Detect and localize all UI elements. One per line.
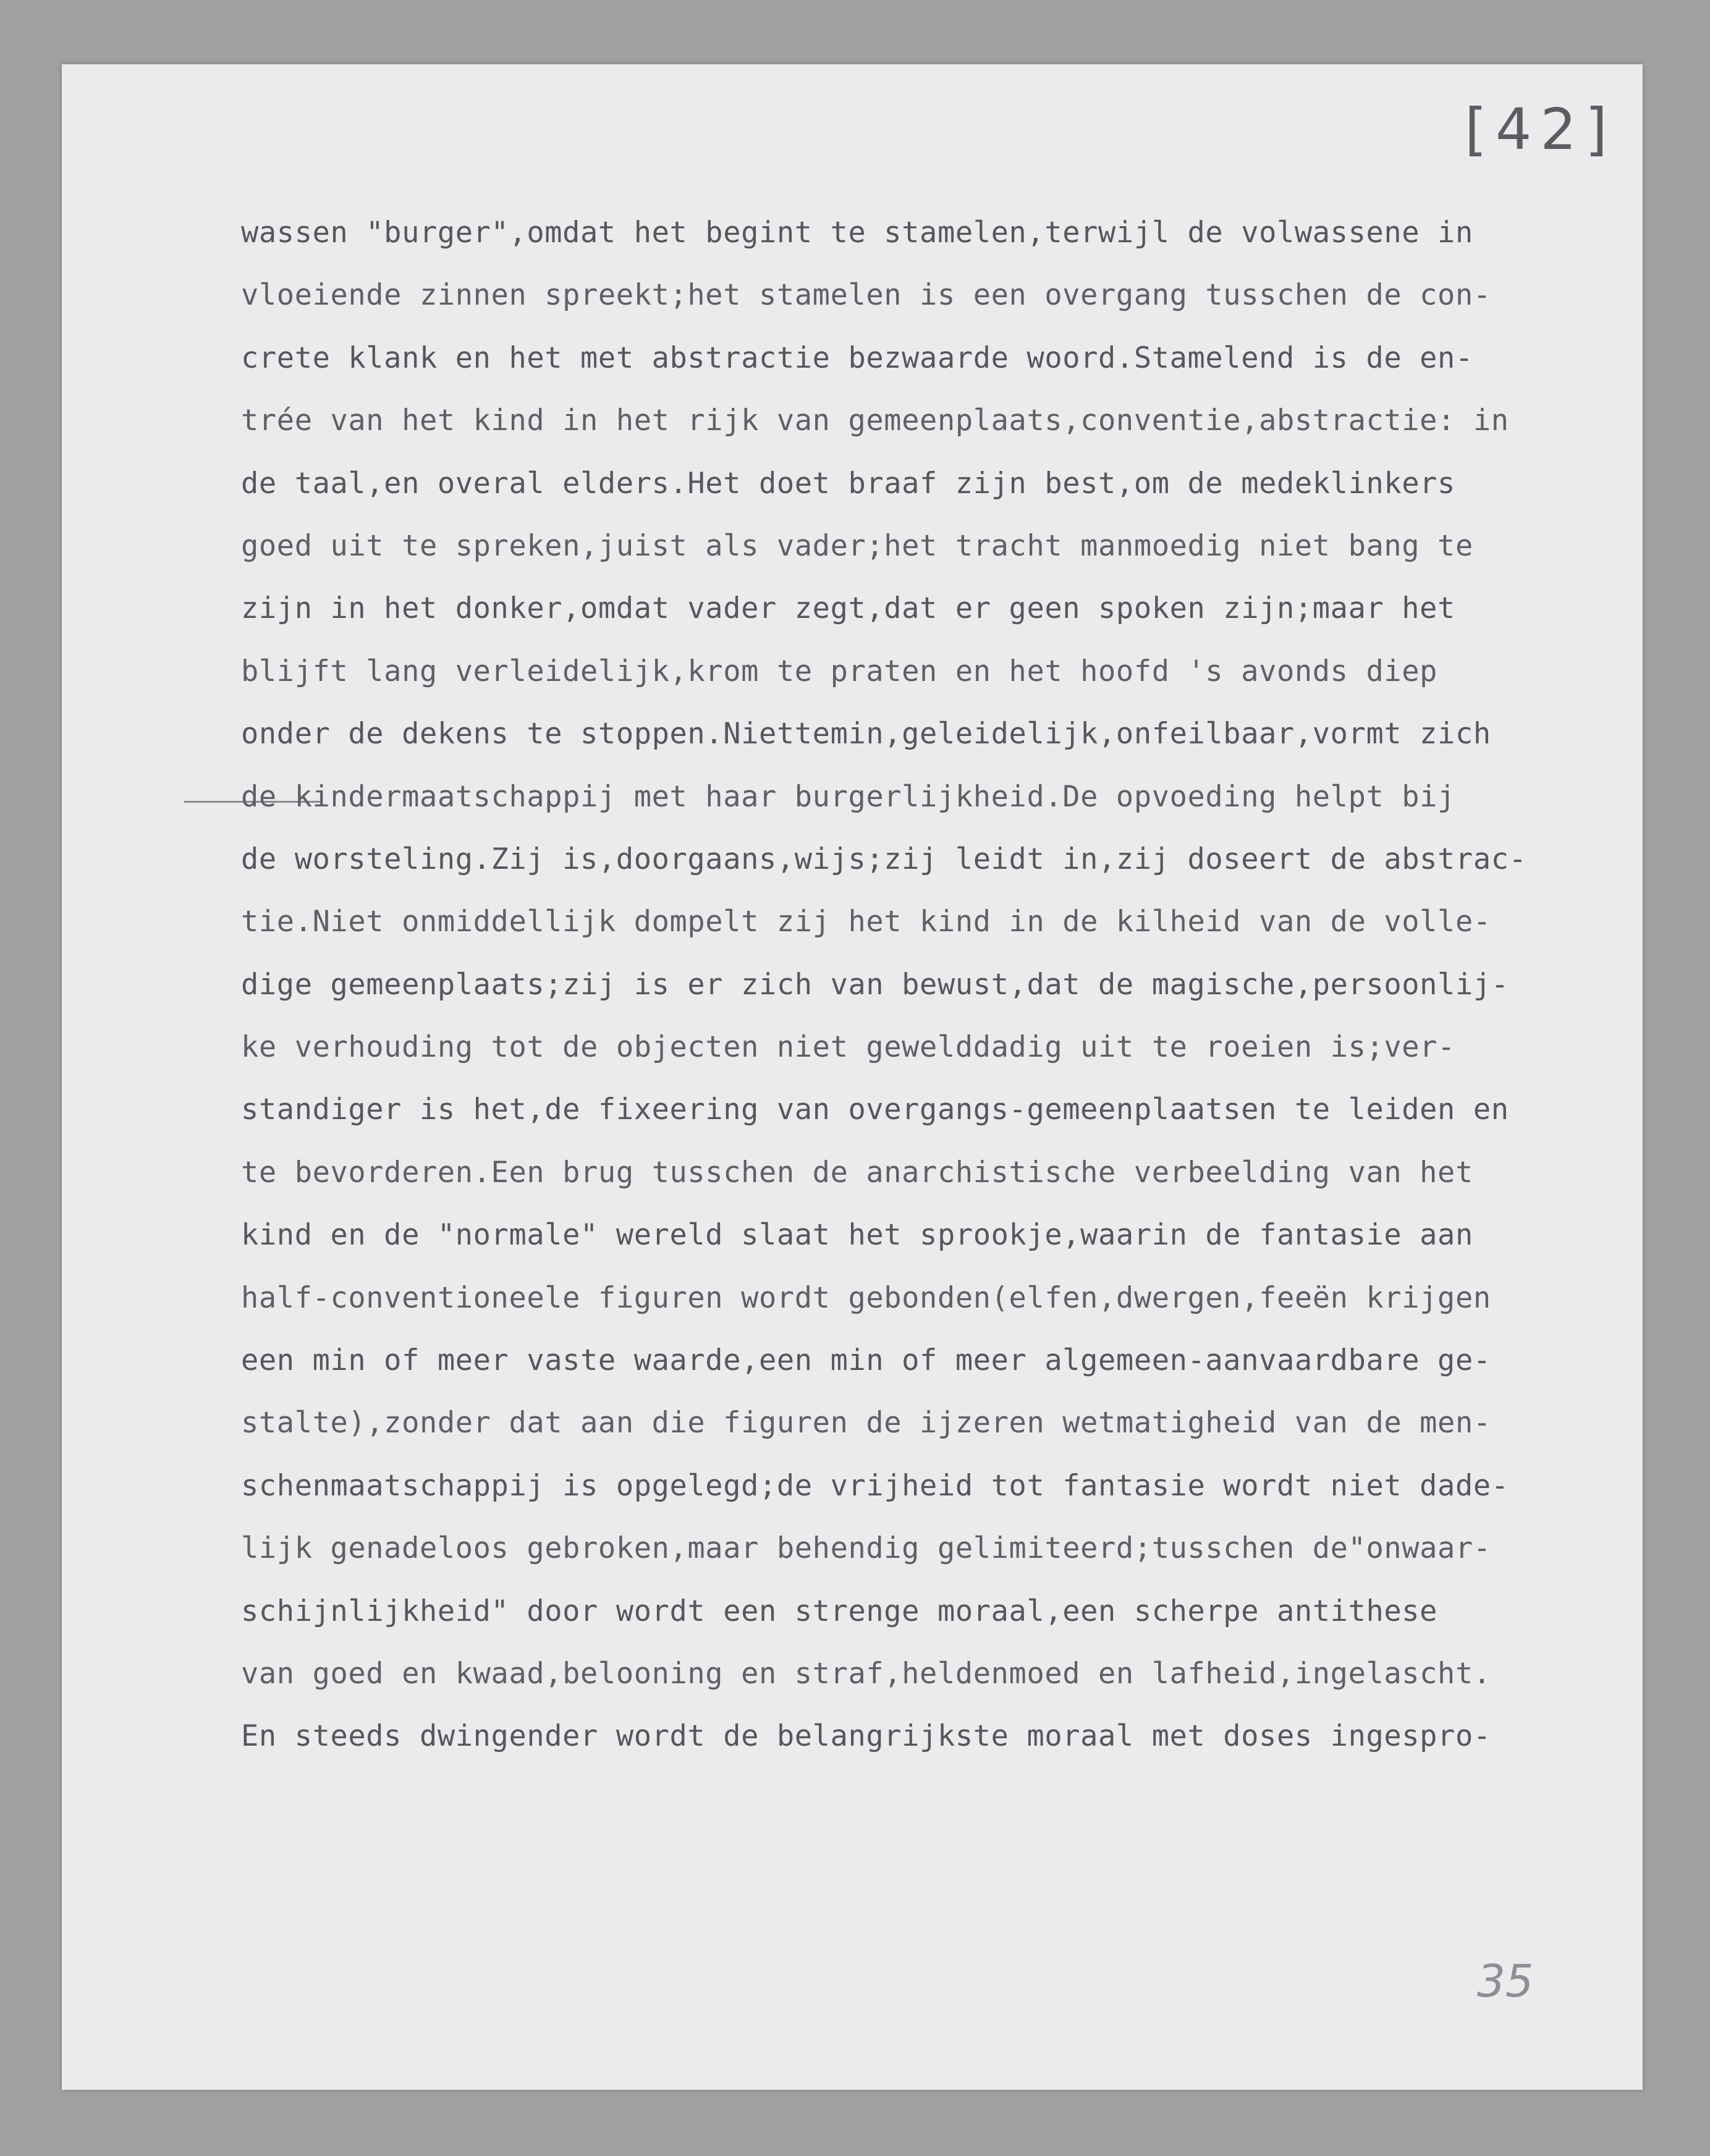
text-line: onder de dekens te stoppen.Niettemin,geleidelijk,onfeilbaar,vormt zich xyxy=(241,717,1491,751)
text-line: standiger is het,de fixeering van overgangs-gemeenplaatsen te leiden en xyxy=(241,1093,1509,1127)
text-line: een min of meer vaste waarde,een min of meer algemeen-aanvaardbare ge- xyxy=(241,1343,1491,1378)
text-line: de worsteling.Zij is,doorgaans,wijs;zij leidt in,zij doseert de abstrac- xyxy=(241,842,1527,876)
text-line: van goed en kwaad,belooning en straf,heldenmoed en lafheid,ingelascht. xyxy=(241,1656,1491,1691)
text-line: half-conventioneele figuren wordt gebonden(elfen,dwergen,feeën krijgen xyxy=(241,1280,1491,1315)
text-line: zijn in het donker,omdat vader zegt,dat er geen spoken zijn;maar het xyxy=(241,591,1455,626)
text-line: lijk genadeloos gebroken,maar behendig gelimiteerd;tusschen de"onwaar- xyxy=(241,1531,1491,1566)
text-line: En steeds dwingender wordt de belangrijkste moraal met doses ingespro- xyxy=(241,1719,1491,1754)
text-line: tie.Niet onmiddellijk dompelt zij het kind in de kilheid van de volle- xyxy=(241,905,1491,939)
text-line: blijft lang verleidelijk,krom te praten en het hoofd 's avonds diep xyxy=(241,654,1438,688)
archive-pencil-number: 35 xyxy=(1477,1955,1534,2007)
text-line: crete klank en het met abstractie bezwaarde woord.Stamelend is de en- xyxy=(241,340,1473,375)
typewritten-text-body xyxy=(241,201,1662,1768)
text-line: ke verhouding tot de objecten niet gewelddadig uit te roeien is;ver- xyxy=(241,1030,1455,1065)
text-line: vloeiende zinnen spreekt;het stamelen is een overgang tusschen de con- xyxy=(241,278,1491,313)
text-line: de taal,en overal elders.Het doet braaf zijn best,om de medeklinkers xyxy=(241,466,1455,501)
text-line: dige gemeenplaats;zij is er zich van bewust,dat de magische,persoonlij- xyxy=(241,967,1509,1002)
text-line: de kindermaatschappij met haar burgerlijkheid.De opvoeding helpt bij xyxy=(241,779,1455,814)
text-line: wassen "burger",omdat het begint te stamelen,terwijl de volwassene in xyxy=(241,216,1473,250)
text-line: te bevorderen.Een brug tusschen de anarchistische verbeelding van het xyxy=(241,1155,1473,1190)
text-line: schenmaatschappij is opgelegd;de vrijheid tot fantasie wordt niet dade- xyxy=(241,1468,1509,1503)
text-line: stalte),zonder dat aan die figuren de ijzeren wetmatigheid van de men- xyxy=(241,1406,1491,1440)
text-line: trée van het kind in het rijk van gemeenplaats,conventie,abstractie: in xyxy=(241,404,1509,438)
text-line: kind en de "normale" wereld slaat het sprookje,waarin de fantasie aan xyxy=(241,1218,1473,1253)
text-line: schijnlijkheid" door wordt een strenge moraal,een scherpe antithese xyxy=(241,1594,1438,1628)
text-line: goed uit te spreken,juist als vader;het tracht manmoedig niet bang te xyxy=(241,528,1473,563)
handwritten-page-number: [42] xyxy=(1465,96,1616,163)
